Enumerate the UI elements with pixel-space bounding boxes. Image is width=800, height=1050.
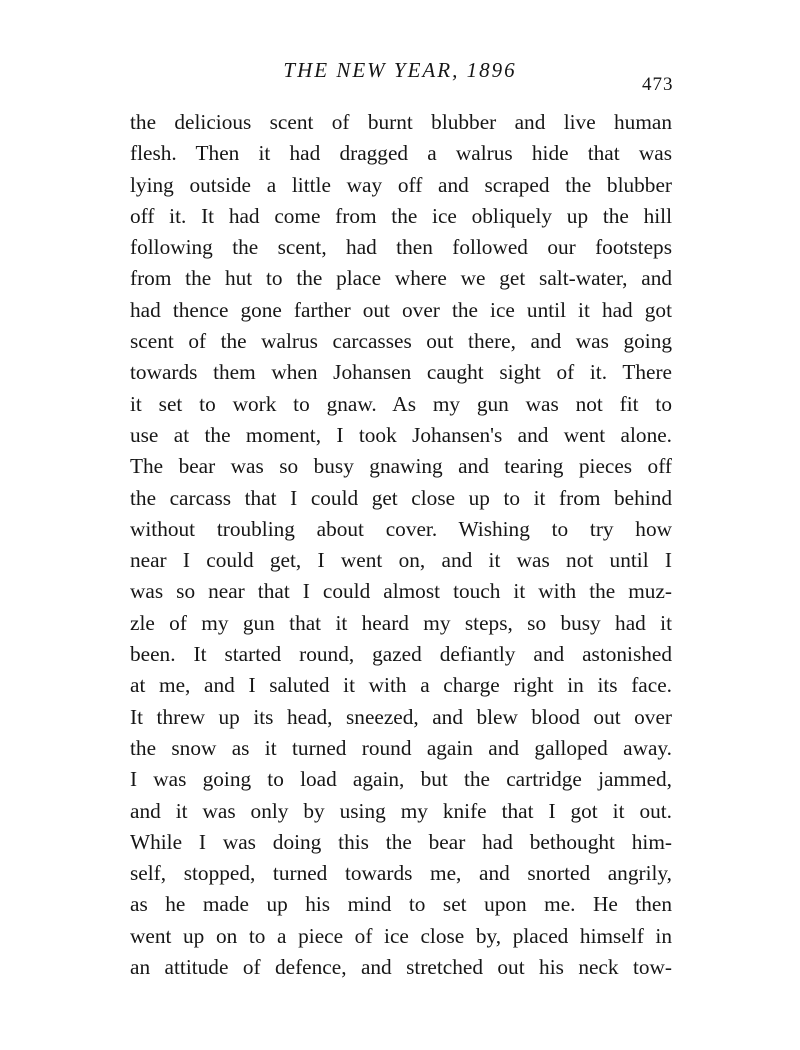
text-line: had thence gone farther out over the ice until it had got: [130, 297, 672, 322]
text-line: it set to work to gnaw. As my gun was not fit to: [130, 391, 672, 416]
text-line: off it. It had come from the ice obliquely up the hill: [130, 203, 672, 228]
text-line: at me, and I saluted it with a charge right in its face.: [130, 673, 672, 698]
text-line: the snow as it turned round again and galloped away.: [130, 735, 672, 760]
text-line: lying outside a little way off and scraped the blubber: [130, 172, 672, 197]
text-line: zle of my gun that it heard my steps, so busy had it: [130, 610, 672, 635]
text-line: been. It started round, gazed defiantly and astonished: [130, 642, 672, 667]
text-line: towards them when Johansen caught sight of it. There: [130, 360, 672, 385]
text-line: While I was doing this the bear had bethought him-: [130, 829, 672, 854]
running-head-title: THE NEW YEAR, 1896: [283, 58, 517, 82]
text-line: It threw up its head, sneezed, and blew blood out over: [130, 704, 672, 729]
text-line: flesh. Then it had dragged a walrus hide that was: [130, 141, 672, 166]
text-line: near I could get, I went on, and it was not until I: [130, 548, 672, 573]
text-line: self, stopped, turned towards me, and snorted angrily,: [130, 861, 672, 886]
text-line: use at the moment, I took Johansen's and went alone.: [130, 422, 672, 447]
text-line: was so near that I could almost touch it with the muz-: [130, 579, 672, 604]
text-line: as he made up his mind to set upon me. He then: [130, 892, 672, 917]
body-text: [130, 107, 672, 983]
text-line: an attitude of defence, and stretched out his neck tow-: [130, 955, 672, 980]
text-line: and it was only by using my knife that I got it out.: [130, 798, 672, 823]
text-line: following the scent, had then followed our footsteps: [130, 235, 672, 260]
text-line: scent of the walrus carcasses out there, and was going: [130, 329, 672, 354]
text-line: from the hut to the place where we get salt-water, and: [130, 266, 672, 291]
text-line: the carcass that I could get close up to it from behind: [130, 485, 672, 510]
text-line: The bear was so busy gnawing and tearing pieces off: [130, 454, 672, 479]
text-line: went up on to a piece of ice close by, placed himself in: [130, 923, 672, 948]
page-number: 473: [642, 74, 674, 95]
text-line: without troubling about cover. Wishing to try how: [130, 516, 672, 541]
text-line: the delicious scent of burnt blubber and live human: [130, 110, 672, 134]
text-line: I was going to load again, but the cartridge jammed,: [130, 767, 672, 792]
